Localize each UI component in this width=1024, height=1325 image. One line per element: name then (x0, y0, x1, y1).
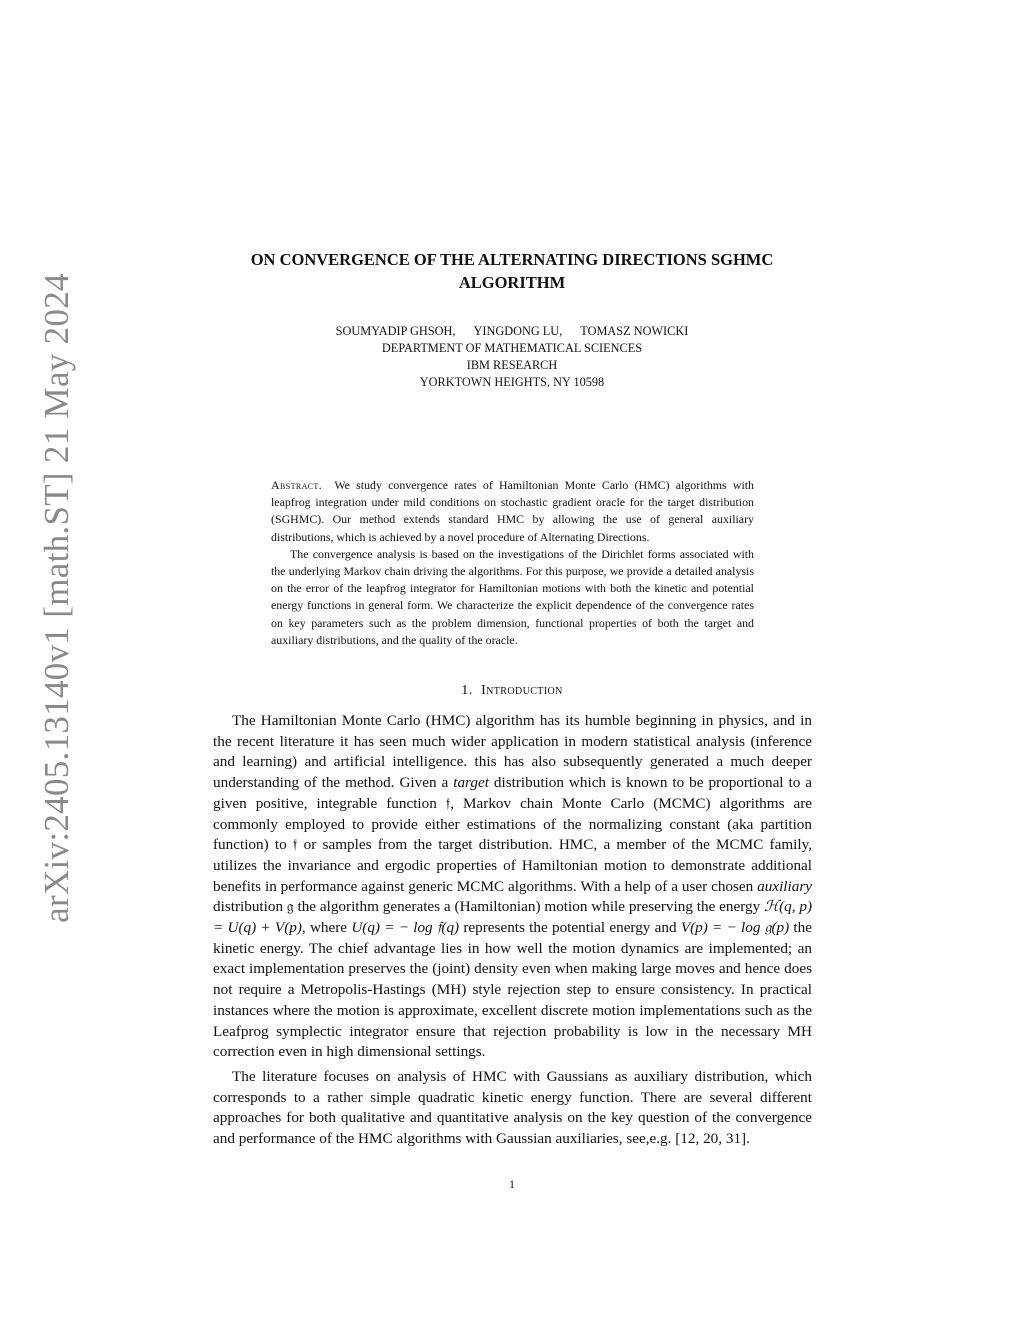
arxiv-identifier-stamp: arXiv:2405.13140v1 [math.ST] 21 May 2024 (37, 273, 76, 923)
intro-text: the kinetic energy. The chief advantage lies in how well the motion dynamics are implemented; an exact implementation preserves the (joint) density even when making large moves and hence does not require a Metropolis-Hastings (MH) style rejection step to ensure consistency. In practical instances where the motion is approximate, excellent discrete motion implementations such as the Leafprog symplectic integrator ensure that rejection probability is low in the necessary MH correction even in high dimensional settings. (213, 919, 812, 1061)
author-name: TOMASZ NOWICKI (580, 324, 689, 338)
math-hamiltonian: ℋ(q, p) = U(q) + V(p) (213, 898, 813, 937)
title-line-2: ALGORITHM (458, 273, 566, 292)
section-heading (212, 683, 812, 699)
intro-paragraph-2: The literature focuses on analysis of HMC with Gaussians as auxiliary distribution, which corresponds to a rather simple quadratic kinetic energy function. There are several different approaches for both qualitative and quantitative analysis on the key question of the convergence and performance of the HMC algorithms with Gaussian auxiliaries, see,e.g. [12, 20, 31]. (213, 1067, 812, 1148)
abstract (271, 477, 754, 649)
author-organization: IBM RESEARCH (466, 358, 558, 372)
abstract-paragraph-1 (271, 477, 754, 546)
intro-text: The Hamiltonian Monte Carlo (HMC) algorithm has its humble beginning in physics, and in the recent literature it has seen much wider application in modern statistical analysis (inference and learning) and artificial intelligence. this has also subsequently generated a much deeper understanding of the method. Given a (213, 712, 812, 792)
intro-text: distribution 𝔤 the algorithm generates a (Hamiltonian) motion while preserving the energy (213, 898, 765, 916)
intro-emphasis-target: target (453, 774, 489, 792)
paper-title (212, 248, 812, 294)
author-name: SOUMYADIP GHSOH, (335, 324, 456, 338)
author-name: YINGDONG LU, (473, 324, 563, 338)
author-address: YORKTOWN HEIGHTS, NY 10598 (419, 375, 605, 389)
author-block (212, 323, 812, 391)
abstract-paragraph-2: The convergence analysis is based on the investigations of the Dirichlet forms associated with the underlying Markov chain driving the algorithms. For this purpose, we provide a detailed analysis on the error of the leapfrog integrator for Hamiltonian motions with both the kinetic and potential energy functions in general form. We characterize the explicit dependence of the convergence rates on key parameters such as the problem dimension, functional properties of both the target and auxiliary distributions, and the quality of the oracle. (271, 546, 754, 647)
author-department: DEPARTMENT OF MATHEMATICAL SCIENCES (381, 341, 643, 355)
math-potential-energy: U(q) = − log 𝔣(q) (351, 919, 460, 937)
section-number: 1. (461, 683, 473, 698)
intro-emphasis-auxiliary: auxiliary (757, 877, 812, 895)
introduction-body (213, 711, 812, 1150)
intro-text: represents the potential energy and (459, 919, 681, 937)
abstract-text: We study convergence rates of Hamiltonian Monte Carlo (HMC) algorithms with leapfrog integration under mild conditions on stochastic gradient oracle for the target distribution (SGHMC). Our method extends standard HMC by allowing the use of general auxiliary distributions, which is achieved by a novel procedure of Alternating Directions. (271, 478, 754, 544)
abstract-label: Abstract. (271, 478, 323, 492)
intro-text: , where (301, 919, 352, 937)
intro-paragraph-1 (213, 711, 812, 1063)
page-number: 1 (509, 1177, 515, 1191)
intro-text: distribution which is known to be proportional to a given positive, integrable function 𝔣, Markov chain Monte Carlo (MCMC) algorithms are commonly employed to provide either estimations of the normalizing constant (aka partition function) to 𝔣 or samples from the target distribution. HMC, a member of the MCMC family, utilizes the invariance and ergodic properties of Hamiltonian motion to demonstrate additional benefits in performance against generic MCMC algorithms. With a help of a user chosen (213, 774, 812, 895)
section-title: Introduction (481, 683, 563, 698)
math-kinetic-energy: V(p) = − log 𝔤(p) (680, 919, 790, 937)
title-line-1: ON CONVERGENCE OF THE ALTERNATING DIRECTIONS SGHMC (250, 250, 774, 269)
author-names (212, 323, 812, 340)
